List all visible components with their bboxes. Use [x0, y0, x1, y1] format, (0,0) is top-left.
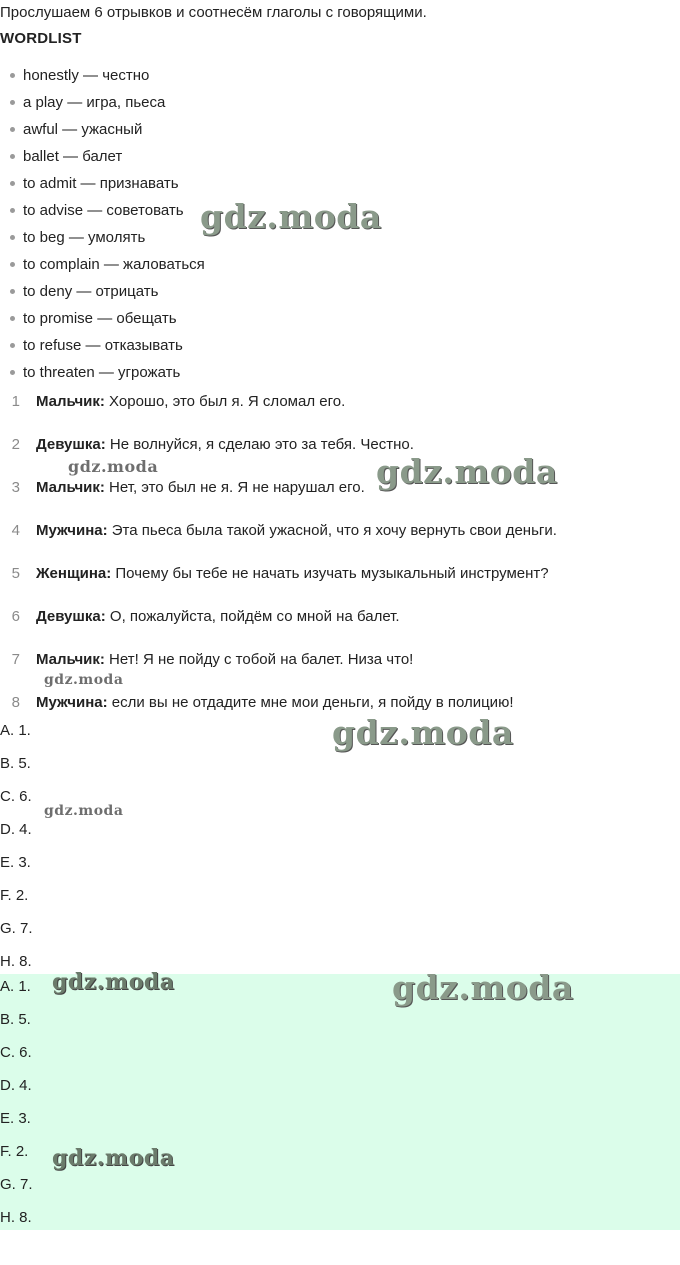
- answer-list: [0, 721, 33, 985]
- bullet-icon: [10, 73, 15, 78]
- watermark: gdz.moda: [68, 457, 159, 476]
- bullet-icon: [10, 235, 15, 240]
- line-text: Хорошо, это был я. Я сломал его.: [104, 393, 346, 410]
- bullet-icon: [10, 127, 15, 132]
- answer-item: D. 4.: [0, 1077, 32, 1094]
- dialogue-line: [0, 521, 557, 564]
- bullet-icon: [10, 100, 15, 105]
- watermark: gdz.moda: [44, 803, 124, 819]
- answer-item: C. 6.: [0, 788, 32, 805]
- list-item: to threaten — угрожать: [10, 363, 205, 390]
- watermark: gdz.moda: [52, 1145, 175, 1171]
- speaker: Девушка:: [36, 608, 106, 625]
- bullet-icon: [10, 208, 15, 213]
- line-text: если вы не отдадите мне мои деньги, я пойду в полицию!: [107, 694, 514, 711]
- wordlist-heading: WORDLIST: [0, 30, 82, 47]
- line-number: 4: [11, 522, 20, 539]
- bullet-icon: [10, 370, 15, 375]
- list-item: ballet — балет: [10, 147, 205, 174]
- line-number: 5: [11, 565, 20, 582]
- answer-item: B. 5.: [0, 755, 31, 772]
- bullet-icon: [10, 289, 15, 294]
- line-number: 6: [11, 608, 20, 625]
- answer-item: A. 1.: [0, 722, 31, 739]
- answer-item: C. 6.: [0, 1044, 32, 1061]
- answer-item: G. 7.: [0, 1176, 33, 1193]
- list-item: to advise — советовать: [10, 201, 205, 228]
- watermark: gdz.moda: [44, 672, 124, 688]
- line-text: Не волнуйся, я сделаю это за тебя. Честно.: [105, 436, 414, 453]
- speaker: Мужчина:: [36, 522, 108, 539]
- bullet-icon: [10, 181, 15, 186]
- list-item: honestly — честно: [10, 66, 205, 93]
- watermark: gdz.moda: [332, 713, 514, 752]
- list-item: to deny — отрицать: [10, 282, 205, 309]
- answer-item: E. 3.: [0, 1110, 31, 1127]
- speaker: Мальчик:: [36, 651, 105, 668]
- dialogue-line: [0, 392, 557, 435]
- list-item: to beg — умолять: [10, 228, 205, 255]
- answer-list-highlighted: [0, 977, 33, 1241]
- speaker: Мальчик:: [36, 479, 105, 496]
- bullet-icon: [10, 343, 15, 348]
- line-text: Нет! Я не пойду с тобой на балет. Низа что!: [104, 651, 414, 668]
- line-number: 7: [11, 651, 20, 668]
- line-text: Нет, это был не я. Я не нарушал его.: [104, 479, 365, 496]
- speaker: Мальчик:: [36, 393, 105, 410]
- watermark: gdz.moda: [392, 968, 574, 1007]
- line-number: 1: [11, 393, 20, 410]
- answer-highlight-box: [0, 974, 680, 1230]
- bullet-icon: [10, 262, 15, 267]
- list-item: awful — ужасный: [10, 120, 205, 147]
- bullet-icon: [10, 316, 15, 321]
- watermark: gdz.moda: [376, 452, 558, 491]
- speaker: Женщина:: [36, 565, 112, 582]
- dialogue-line: [0, 607, 557, 650]
- list-item: to refuse — отказывать: [10, 336, 205, 363]
- bullet-icon: [10, 154, 15, 159]
- line-text: Почему бы тебе не начать изучать музыкальный инструмент?: [111, 565, 549, 582]
- list-item: a play — игра, пьеса: [10, 93, 205, 120]
- wordlist: [10, 66, 205, 390]
- speaker: Девушка:: [36, 436, 106, 453]
- line-number: 3: [11, 479, 20, 496]
- speaker: Мужчина:: [36, 694, 108, 711]
- answer-item: H. 8.: [0, 953, 32, 970]
- list-item: to promise — обещать: [10, 309, 205, 336]
- list-item: to admit — признавать: [10, 174, 205, 201]
- answer-item: H. 8.: [0, 1209, 32, 1226]
- dialogue-line: [0, 564, 557, 607]
- line-text: О, пожалуйста, пойдём со мной на балет.: [105, 608, 400, 625]
- answer-item: D. 4.: [0, 821, 32, 838]
- watermark: gdz.moda: [52, 969, 175, 995]
- line-text: Эта пьеса была такой ужасной, что я хочу вернуть свои деньги.: [107, 522, 557, 539]
- answer-item: F. 2.: [0, 887, 29, 904]
- answer-item: G. 7.: [0, 920, 33, 937]
- intro-text: Прослушаем 6 отрывков и соотнесём глаголы с говорящими.: [0, 4, 427, 21]
- line-number: 8: [11, 694, 20, 711]
- answer-item: A. 1.: [0, 978, 31, 995]
- list-item: to complain — жаловаться: [10, 255, 205, 282]
- watermark: gdz.moda: [200, 197, 382, 236]
- answer-item: F. 2.: [0, 1143, 29, 1160]
- answer-item: E. 3.: [0, 854, 31, 871]
- answer-item: B. 5.: [0, 1011, 31, 1028]
- line-number: 2: [11, 436, 20, 453]
